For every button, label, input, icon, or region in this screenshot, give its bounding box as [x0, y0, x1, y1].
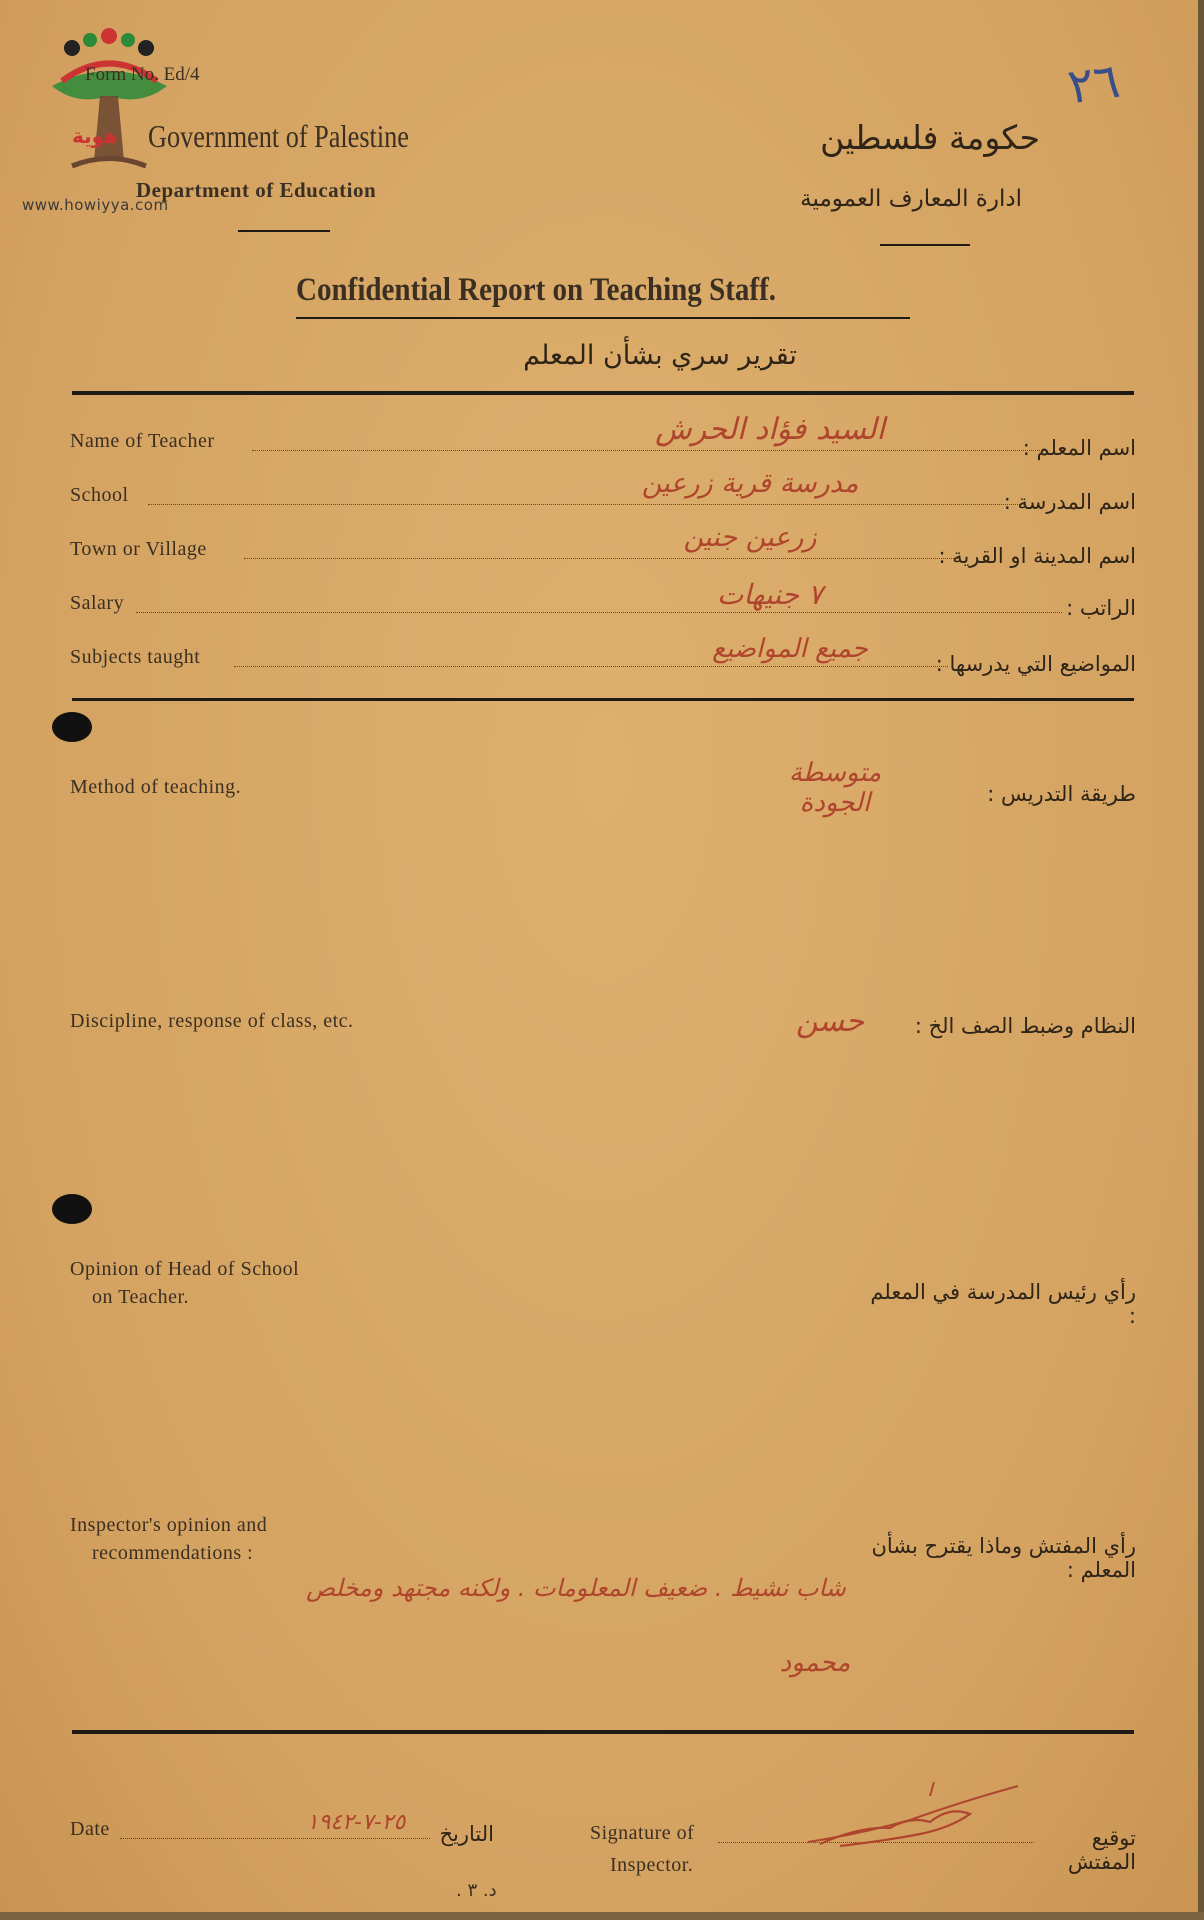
label-method-ar: طريقة التدريس : — [987, 782, 1136, 806]
report-title-ar: تقرير سري بشأن المعلم — [523, 340, 797, 371]
section-rule-fields — [72, 698, 1134, 701]
label-head-opinion-en-2: on Teacher. — [92, 1286, 190, 1308]
label-signature-en-2: Inspector. — [610, 1854, 694, 1876]
dotted-line-subjects — [234, 666, 948, 667]
department-title-ar: ادارة المعارف العمومية — [800, 186, 1022, 212]
section-rule-top — [72, 391, 1134, 395]
value-method[interactable]: متوسطة الجودة — [788, 758, 882, 818]
signature-scribble-icon — [800, 1776, 1030, 1856]
label-subjects-ar: المواضيع التي يدرسها : — [935, 652, 1136, 676]
label-signature-ar: توقيع المفتش — [1067, 1826, 1136, 1874]
punch-hole-lower — [52, 1194, 92, 1224]
label-discipline-en: Discipline, response of class, etc. — [70, 1010, 354, 1032]
label-date-en: Date — [70, 1818, 110, 1840]
label-subjects-en: Subjects taught — [70, 646, 201, 668]
value-teacher-name[interactable]: السيد فؤاد الحرش — [655, 412, 885, 447]
inspector-signature — [800, 1776, 1030, 1856]
label-school-en: School — [70, 484, 129, 506]
dotted-line-town — [244, 558, 960, 559]
dotted-line-name — [252, 450, 1046, 451]
page-bottom-edge — [0, 1912, 1204, 1920]
value-inspector-opinion[interactable]: شاب نشيط . ضعيف المعلومات . ولكنه مجتهد ومخلص — [306, 1574, 846, 1602]
label-town-ar: اسم المدينة او القرية : — [938, 544, 1136, 568]
dotted-line-date — [120, 1838, 430, 1839]
form-number: Form No. Ed/4 — [85, 64, 200, 85]
watermark-site: www.howiyya.com — [22, 196, 169, 214]
page-edge-shadow — [1198, 0, 1204, 1920]
label-name-en: Name of Teacher — [70, 430, 215, 452]
section-rule-bottom — [72, 1730, 1134, 1734]
label-inspector-en-1: Inspector's opinion and — [70, 1514, 268, 1536]
page-number-mark: ٢٦ — [1064, 52, 1124, 116]
dotted-line-salary — [136, 612, 1062, 613]
government-title-ar: حكومة فلسطين — [820, 118, 1040, 157]
label-town-en: Town or Village — [70, 538, 207, 560]
title-underline — [296, 317, 910, 319]
label-school-ar: اسم المدرسة : — [1003, 490, 1136, 514]
value-date[interactable]: ٢٥-٧-١٩٤٢ — [306, 1810, 406, 1835]
punch-hole-upper — [52, 712, 92, 742]
label-head-opinion-en-1: Opinion of Head of School — [70, 1258, 300, 1280]
label-inspector-en-2: recommendations : — [92, 1542, 254, 1564]
label-name-ar: اسم المعلم : — [1022, 436, 1136, 460]
bottom-mark: . د. ٣ — [456, 1880, 497, 1901]
label-inspector-ar: رأي المفتش وماذا يقترح بشأن المعلم : — [871, 1534, 1136, 1582]
dotted-line-school — [148, 504, 1026, 505]
value-school[interactable]: مدرسة قرية زرعين — [641, 468, 859, 499]
report-title-en: Confidential Report on Teaching Staff. — [296, 272, 777, 308]
label-head-opinion-ar: رأي رئيس المدرسة في المعلم : — [870, 1280, 1136, 1328]
value-discipline[interactable]: حسن — [795, 1004, 865, 1039]
value-town[interactable]: زرعين جنين — [683, 522, 817, 553]
label-discipline-ar: النظام وضبط الصف الخ : — [914, 1014, 1136, 1038]
value-subjects[interactable]: جميع المواضيع — [712, 634, 868, 664]
label-salary-en: Salary — [70, 592, 125, 614]
value-salary[interactable]: ٧ جنيهات — [717, 578, 823, 611]
department-title-en: Department of Education — [136, 178, 377, 202]
label-method-en: Method of teaching. — [70, 776, 242, 798]
header-divider-left — [238, 230, 330, 232]
label-signature-en-1: Signature of — [590, 1822, 695, 1844]
label-date-ar: التاريخ — [439, 1822, 494, 1846]
government-title-en: Government of Palestine — [148, 118, 409, 154]
label-salary-ar: الراتب : — [1066, 596, 1136, 620]
header-divider-right — [880, 244, 970, 246]
value-inspector-opinion-line2[interactable]: محمود — [779, 1648, 851, 1678]
watermark-logo-text: هوية — [72, 124, 119, 148]
